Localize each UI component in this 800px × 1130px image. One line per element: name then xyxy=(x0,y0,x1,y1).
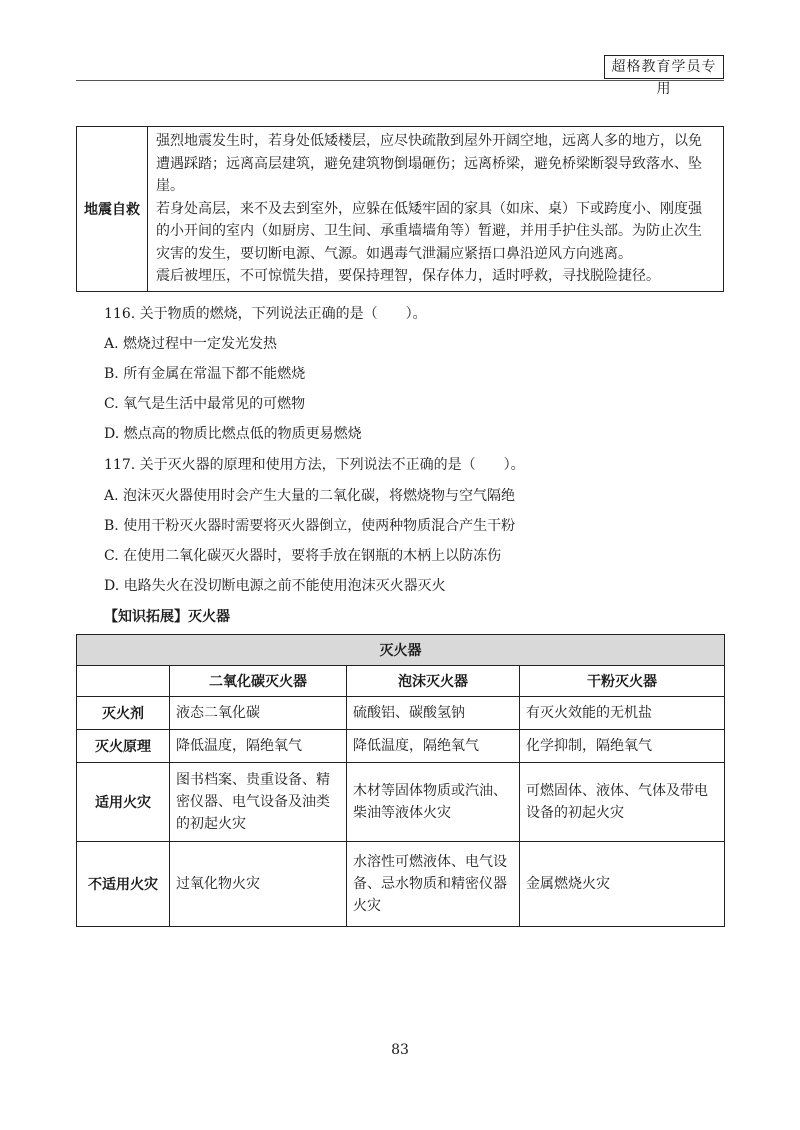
table-cell: 水溶性可燃液体、电气设备、忌水物质和精密仪器火灾 xyxy=(347,842,520,927)
question-116-option-a: A. 燃烧过程中一定发光发热 xyxy=(104,336,278,352)
earthquake-label: 地震自救 xyxy=(77,127,148,292)
table-caption-row xyxy=(77,635,725,666)
table-row xyxy=(77,127,724,292)
table-row xyxy=(77,730,725,763)
header-empty xyxy=(77,666,170,697)
row-label-agent: 灭火剂 xyxy=(77,697,170,730)
earthquake-content xyxy=(148,127,724,292)
table-cell: 图书档案、贵重设备、精密仪器、电气设备及油类的初起火灾 xyxy=(170,763,347,842)
question-116-option-b: B. 所有金属在常温下都不能燃烧 xyxy=(104,366,306,382)
earthquake-paragraph-1: 强烈地震发生时，若身处低矮楼层，应尽快疏散到屋外开阔空地，远离人多的地方，以免遭遇踩踏；远离高层建筑，避免建筑物倒塌砸伤；远离桥梁，避免桥梁断裂导致落水、坠崖。 xyxy=(156,133,702,194)
question-116-option-d: D. 燃点高的物质比燃点低的物质更易燃烧 xyxy=(104,426,362,442)
header-stamp: 超格教育学员专用 xyxy=(604,55,724,79)
header-foam: 泡沫灭火器 xyxy=(347,666,520,697)
earthquake-self-rescue-table xyxy=(76,126,724,292)
table-cell: 可燃固体、液体、气体及带电设备的初起火灾 xyxy=(520,763,725,842)
knowledge-extension-title: 【知识拓展】灭火器 xyxy=(104,609,230,625)
question-117-option-c: C. 在使用二氧化碳灭火器时，要将手放在钢瓶的木柄上以防冻伤 xyxy=(104,548,502,564)
earthquake-paragraph-2: 若身处高层，来不及去到室外，应躲在低矮牢固的家具（如床、桌）下或跨度小、刚度强的小开间的室内（如厨房、卫生间、承重墙墙角等）暂避，并用手护住头部。为防止次生灾害的发生，要切断电源、气源。如遇毒气泄漏应紧捂口鼻沿逆风方向逃离。 xyxy=(156,200,702,262)
table-cell: 木材等固体物质或汽油、柴油等液体火灾 xyxy=(347,763,520,842)
table-cell: 降低温度，隔绝氧气 xyxy=(347,730,520,763)
question-116-stem: 116. 关于物质的燃烧，下列说法正确的是（ ）。 xyxy=(104,306,427,322)
question-117-option-d: D. 电路失火在没切断电源之前不能使用泡沫灭火器灭火 xyxy=(104,578,446,594)
table-cell: 化学抑制，隔绝氧气 xyxy=(520,730,725,763)
table-row xyxy=(77,763,725,842)
table-header-row xyxy=(77,666,725,697)
question-117-option-b: B. 使用干粉灭火器时需要将灭火器倒立，使两种物质混合产生干粉 xyxy=(104,518,516,534)
table-cell: 过氧化物火灾 xyxy=(170,842,347,927)
earthquake-paragraph-3: 震后被埋压，不可惊慌失措，要保持理智，保存体力，适时呼救，寻找脱险捷径。 xyxy=(156,268,660,284)
table-caption: 灭火器 xyxy=(77,635,725,666)
table-cell: 硫酸铝、碳酸氢钠 xyxy=(347,697,520,730)
fire-extinguisher-table xyxy=(76,634,725,927)
table-cell: 有灭火效能的无机盐 xyxy=(520,697,725,730)
row-label-applicable: 适用火灾 xyxy=(77,763,170,842)
row-label-principle: 灭火原理 xyxy=(77,730,170,763)
row-label-not-applicable: 不适用火灾 xyxy=(77,842,170,927)
page-number: 83 xyxy=(391,1042,409,1058)
table-cell: 降低温度，隔绝氧气 xyxy=(170,730,347,763)
header-dry-powder: 干粉灭火器 xyxy=(520,666,725,697)
question-116-option-c: C. 氧气是生活中最常见的可燃物 xyxy=(104,396,306,412)
table-cell: 液态二氧化碳 xyxy=(170,697,347,730)
table-row xyxy=(77,842,725,927)
question-117-stem: 117. 关于灭火器的原理和使用方法，下列说法不正确的是（ ）。 xyxy=(104,457,525,473)
table-row xyxy=(77,697,725,730)
table-cell: 金属燃烧火灾 xyxy=(520,842,725,927)
question-117-option-a: A. 泡沫灭火器使用时会产生大量的二氧化碳，将燃烧物与空气隔绝 xyxy=(104,488,516,504)
header-divider xyxy=(76,80,724,81)
header-co2: 二氧化碳灭火器 xyxy=(170,666,347,697)
